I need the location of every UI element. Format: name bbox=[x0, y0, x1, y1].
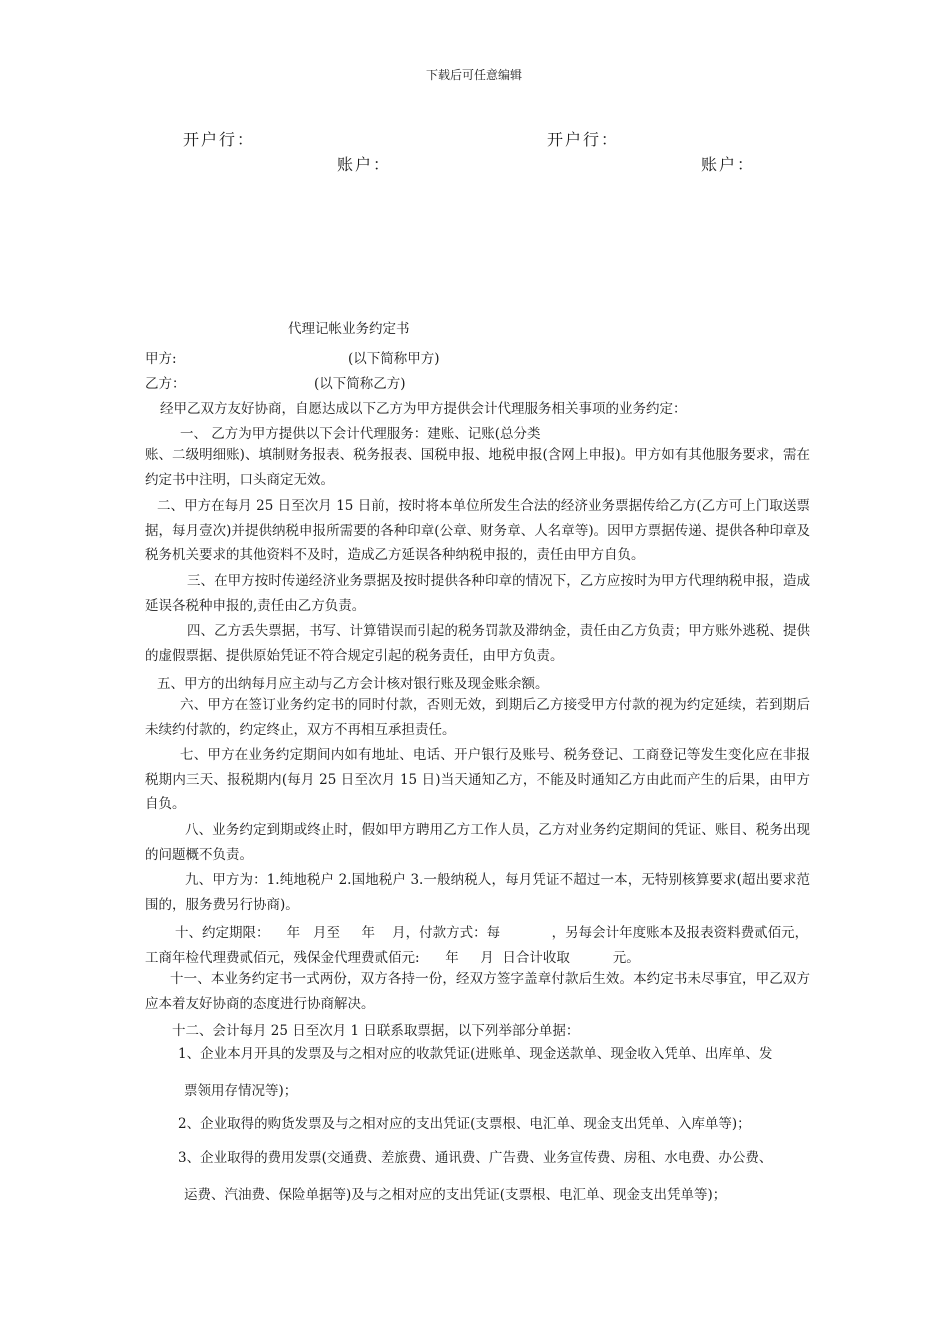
clause-6 bbox=[145, 693, 810, 742]
left-account-label: 账户： bbox=[337, 155, 392, 174]
download-note: 下载后可任意编辑 bbox=[426, 68, 523, 82]
clause-11 bbox=[145, 967, 810, 1016]
clause-3-text: 三、在甲方按时传递经济业务票据及按时提供各种印章的情况下，乙方应按时为甲方代理纳税申报，造成延误各税种申报的,责任由乙方负责。 bbox=[145, 573, 810, 614]
party-a-label: 甲方: bbox=[145, 351, 177, 367]
right-bank-label: 开户行： bbox=[547, 130, 620, 149]
item-2: 2、企业取得的购货发票及与之相对应的支出凭证(支票根、电汇单、现金支出凭单、入库单等)； bbox=[178, 1116, 751, 1132]
item-3-line-1: 3、企业取得的费用发票(交通费、差旅费、通讯费、广告费、业务宣传费、房租、水电费、办公费、 bbox=[178, 1150, 773, 1166]
party-b-note: (以下简称乙方) bbox=[314, 376, 406, 392]
right-account-label: 账户： bbox=[701, 155, 756, 174]
clause-1-text: 账、二级明细账)、填制财务报表、税务报表、国税申报、地税申报(含网上申报)。甲方如有其他服务要求，需在约定书中注明，口头商定无效。 bbox=[145, 447, 810, 488]
left-bank-label: 开户行： bbox=[183, 130, 256, 149]
clause-7 bbox=[145, 743, 810, 817]
clause-4 bbox=[145, 619, 810, 668]
clause-2 bbox=[145, 494, 810, 568]
clause-12-text: 十二、会计每月 25 日至次月 1 日联系取票据，以下列举部分单据： bbox=[172, 1023, 580, 1039]
clause-8-text: 八、业务约定到期或终止时，假如甲方聘用乙方工作人员，乙方对业务约定期间的凭证、账目、税务出现的问题概不负责。 bbox=[145, 822, 810, 863]
clause-6-text: 六、甲方在签订业务约定书的同时付款，否则无效，到期后乙方接受甲方付款的视为约定延续，若到期后未续约付款的，约定终止，双方不再相互承担责任。 bbox=[145, 697, 810, 738]
clause-8 bbox=[145, 818, 810, 867]
clause-2-text: 二、甲方在每月 25 日至次月 15 日前，按时将本单位所发生合法的经济业务票据传给乙方(乙方可上门取送票据，每月壹次)并提供纳税申报所需要的各种印章(公章、财务章、人名章等)。因甲方票据传递、提供各种印章及税务机关要求的其他资料不及时，造成乙方延误各种纳税申报的，责任由甲方自负。 bbox=[145, 498, 810, 563]
party-a-note: (以下简称甲方) bbox=[348, 351, 440, 367]
document-title: 代理记帐业务约定书 bbox=[288, 321, 410, 337]
party-b-label: 乙方： bbox=[145, 376, 186, 392]
clause-4-text: 四、乙方丢失票据，书写、计算错误而引起的税务罚款及滞纳金，责任由乙方负责；甲方账外逃税、提供的虚假票据、提供原始凭证不符合规定引起的税务责任，由甲方负责。 bbox=[145, 623, 810, 664]
clause-10-line-2: 工商年检代理费贰佰元，残保金代理费贰佰元: 年 月 日合计收取 元。 bbox=[145, 950, 640, 966]
clause-1 bbox=[145, 443, 810, 492]
clause-10-line-1: 十、约定期限： 年 月至 年 月，付款方式：每 ，另每会计年度账本及报表资料费贰佰元， bbox=[175, 925, 809, 941]
item-1-line-1: 1、企业本月开具的发票及与之相对应的收款凭证(进账单、现金送款单、现金收入凭单、出库单、发 bbox=[178, 1046, 773, 1062]
item-1-line-2: 票领用存情况等)； bbox=[184, 1083, 298, 1099]
clause-9 bbox=[145, 868, 810, 917]
clause-9-text: 九、甲方为：1.纯地税户 2.国地税户 3.一般纳税人，每月凭证不超过一本，无特别核算要求(超出要求范围的，服务费另行协商)。 bbox=[145, 872, 810, 913]
intro-paragraph: 经甲乙双方友好协商，自愿达成以下乙方为甲方提供会计代理服务相关事项的业务约定： bbox=[160, 401, 687, 417]
clause-11-text: 十一、本业务约定书一式两份，双方各持一份，经双方签字盖章付款后生效。本约定书未尽事宜，甲乙双方应本着友好协商的态度进行协商解决。 bbox=[145, 971, 810, 1012]
clause-7-text: 七、甲方在业务约定期间内如有地址、电话、开户银行及账号、税务登记、工商登记等发生变化应在非报税期内三天、报税期内(每月 25 日至次月 15 日)当天通知乙方，不能及时通知乙方由此而产生的后果，由甲方自负。 bbox=[145, 747, 810, 812]
clause-1-first-line: 一、 乙方为甲方提供以下会计代理服务：建账、记账(总分类 bbox=[180, 426, 541, 442]
item-3-line-2: 运费、汽油费、保险单据等)及与之相对应的支出凭证(支票根、电汇单、现金支出凭单等)； bbox=[184, 1187, 727, 1203]
clause-3 bbox=[145, 569, 810, 618]
clause-5-text: 五、甲方的出纳每月应主动与乙方会计核对银行账及现金账余额。 bbox=[157, 676, 549, 692]
